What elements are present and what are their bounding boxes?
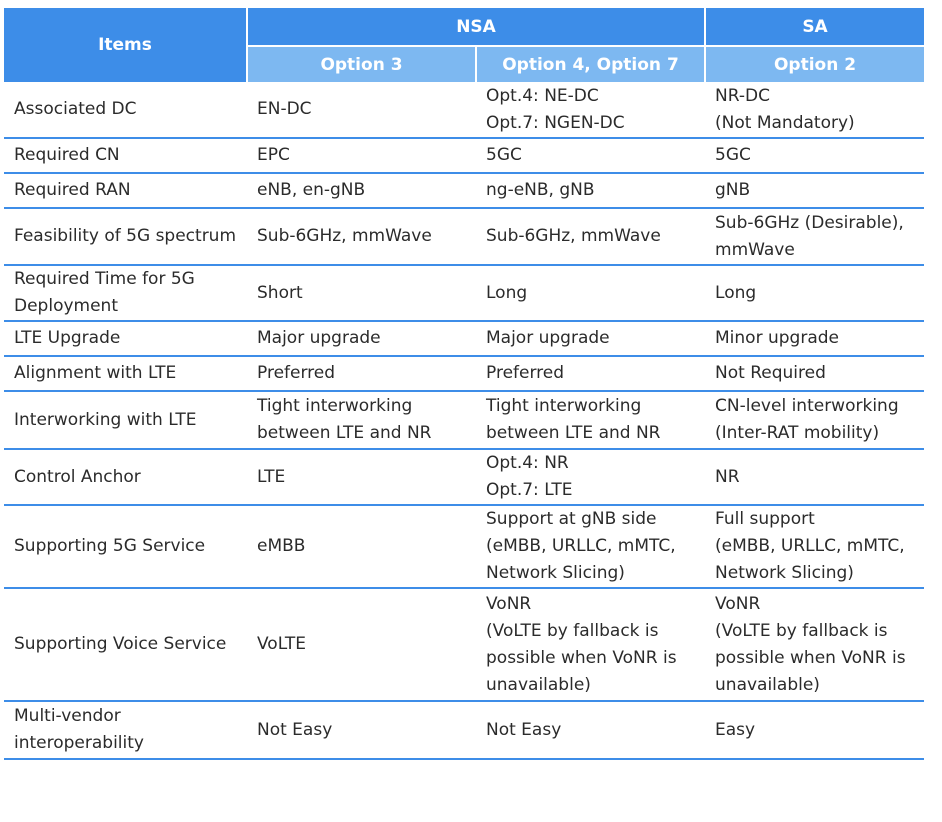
table-row	[4, 701, 924, 759]
cell-text: Major upgrade	[257, 328, 381, 348]
cell-opt47	[476, 173, 705, 208]
cell-text: Minor upgrade	[715, 328, 839, 348]
table-row	[4, 208, 924, 265]
cell-text: between LTE and NR	[257, 423, 432, 443]
cell-text: Required Time for 5G	[14, 269, 195, 289]
cell-opt3	[247, 701, 476, 759]
cell-text: gNB	[715, 180, 751, 200]
cell-text: 5GC	[715, 145, 751, 165]
cell-opt2	[705, 391, 924, 449]
cell-text: mmWave	[715, 239, 795, 260]
cell-text: 5GC	[486, 145, 522, 165]
cell-text: Feasibility of 5G spectrum	[14, 226, 237, 246]
cell-text: VoNR	[715, 593, 761, 614]
cell-opt2	[705, 208, 924, 265]
cell-opt47	[476, 265, 705, 321]
cell-text: Long	[715, 282, 757, 303]
cell-text: Network Slicing)	[486, 563, 625, 583]
cell-text: Long	[486, 282, 528, 303]
table-row	[4, 391, 924, 449]
cell-opt47	[476, 391, 705, 449]
cell-text: Network Slicing)	[715, 563, 854, 583]
row-label-cell	[4, 265, 247, 321]
cell-text: Sub-6GHz, mmWave	[257, 226, 432, 246]
cell-opt3	[247, 588, 476, 701]
cell-text: Multi-vendor	[14, 706, 121, 726]
cell-opt47	[476, 82, 705, 138]
cell-text: Tight interworking	[257, 396, 413, 416]
cell-opt2	[705, 82, 924, 138]
table-row	[4, 449, 924, 505]
row-label-cell	[4, 321, 247, 356]
cell-opt3	[247, 208, 476, 265]
table-row	[4, 356, 924, 391]
cell-opt2	[705, 265, 924, 321]
cell-opt47	[476, 356, 705, 391]
table-row	[4, 173, 924, 208]
table-row	[4, 505, 924, 588]
table-row	[4, 138, 924, 173]
cell-text: Alignment with LTE	[14, 363, 177, 383]
cell-text: Not Easy	[257, 719, 333, 740]
cell-opt47	[476, 588, 705, 701]
cell-text: LTE Upgrade	[14, 328, 121, 348]
cell-text: NR-DC	[715, 85, 770, 106]
cell-text: Not Easy	[486, 719, 562, 740]
cell-text: VoLTE	[257, 634, 306, 654]
cell-opt3	[247, 356, 476, 391]
cell-text: possible when VoNR is	[486, 647, 677, 668]
row-label-cell	[4, 356, 247, 391]
cell-opt3	[247, 138, 476, 173]
cell-text: interoperability	[14, 733, 144, 753]
cell-opt3	[247, 173, 476, 208]
table-row	[4, 588, 924, 701]
cell-text: Opt.4: NR	[486, 453, 569, 473]
cell-text: (eMBB, URLLC, mMTC,	[715, 536, 905, 556]
cell-opt2	[705, 356, 924, 391]
cell-text: VoNR	[486, 593, 532, 614]
option4-7-header: Option 4, Option 7	[476, 46, 705, 82]
cell-text: eNB, en-gNB	[257, 180, 366, 200]
comparison-table	[4, 8, 924, 760]
cell-opt3	[247, 505, 476, 588]
cell-text: (VoLTE by fallback is	[486, 620, 659, 641]
cell-text: Preferred	[486, 363, 565, 383]
cell-text: Opt.7: LTE	[486, 480, 573, 500]
cell-opt47	[476, 138, 705, 173]
cell-opt3	[247, 82, 476, 138]
table-body	[4, 82, 924, 759]
cell-text: LTE	[257, 466, 286, 487]
cell-text: EN-DC	[257, 99, 312, 119]
table-row	[4, 321, 924, 356]
cell-opt2	[705, 449, 924, 505]
sa-header: SA	[705, 8, 924, 46]
cell-text: (VoLTE by fallback is	[715, 620, 888, 641]
cell-text: Associated DC	[14, 99, 137, 119]
cell-text: Supporting Voice Service	[14, 634, 227, 654]
row-label-cell	[4, 701, 247, 759]
cell-text: possible when VoNR is	[715, 647, 906, 668]
table-row	[4, 265, 924, 321]
cell-text: Control Anchor	[14, 466, 141, 487]
cell-text: EPC	[257, 145, 290, 165]
cell-text: Short	[257, 282, 303, 303]
row-label-cell	[4, 173, 247, 208]
cell-text: Major upgrade	[486, 328, 610, 348]
cell-opt2	[705, 505, 924, 588]
cell-text: unavailable)	[715, 674, 820, 695]
cell-opt2	[705, 173, 924, 208]
cell-opt3	[247, 265, 476, 321]
cell-text: Supporting 5G Service	[14, 536, 206, 556]
cell-opt2	[705, 138, 924, 173]
table-row	[4, 82, 924, 138]
cell-text: Sub-6GHz, mmWave	[486, 226, 661, 246]
cell-text: Tight interworking	[486, 396, 642, 416]
cell-text: Preferred	[257, 363, 336, 383]
cell-opt2	[705, 701, 924, 759]
items-header: Items	[4, 8, 247, 82]
cell-text: unavailable)	[486, 674, 591, 695]
cell-text: (Not Mandatory)	[715, 112, 855, 133]
row-label-cell	[4, 588, 247, 701]
cell-opt3	[247, 391, 476, 449]
nsa-header: NSA	[247, 8, 705, 46]
cell-text: Not Required	[715, 363, 826, 383]
cell-opt3	[247, 449, 476, 505]
cell-text: Easy	[715, 719, 756, 740]
cell-text: Sub-6GHz (Desirable),	[715, 212, 904, 233]
option3-header: Option 3	[247, 46, 476, 82]
cell-text: eMBB	[257, 536, 306, 556]
cell-text: Full support	[715, 509, 815, 529]
cell-text: Opt.4: NE-DC	[486, 85, 599, 106]
option2-header: Option 2	[705, 46, 924, 82]
row-label-cell	[4, 82, 247, 138]
cell-opt2	[705, 588, 924, 701]
row-label-cell	[4, 208, 247, 265]
cell-opt3	[247, 321, 476, 356]
cell-text: Required CN	[14, 145, 120, 165]
cell-text: ng-eNB, gNB	[486, 180, 595, 200]
cell-text: NR	[715, 466, 740, 487]
cell-opt47	[476, 208, 705, 265]
cell-text: Opt.7: NGEN-DC	[486, 112, 625, 133]
row-label-cell	[4, 138, 247, 173]
cell-text: Required RAN	[14, 180, 131, 200]
cell-text: (Inter-RAT mobility)	[715, 423, 880, 443]
cell-opt47	[476, 321, 705, 356]
row-label-cell	[4, 391, 247, 449]
row-label-cell	[4, 449, 247, 505]
cell-opt47	[476, 449, 705, 505]
cell-text: Support at gNB side	[486, 509, 657, 529]
cell-opt47	[476, 701, 705, 759]
cell-text: Deployment	[14, 296, 118, 316]
cell-text: Interworking with LTE	[14, 409, 197, 430]
cell-opt47	[476, 505, 705, 588]
cell-text: between LTE and NR	[486, 423, 661, 443]
row-label-cell	[4, 505, 247, 588]
cell-text: (eMBB, URLLC, mMTC,	[486, 536, 676, 556]
cell-opt2	[705, 321, 924, 356]
cell-text: CN-level interworking	[715, 396, 899, 416]
